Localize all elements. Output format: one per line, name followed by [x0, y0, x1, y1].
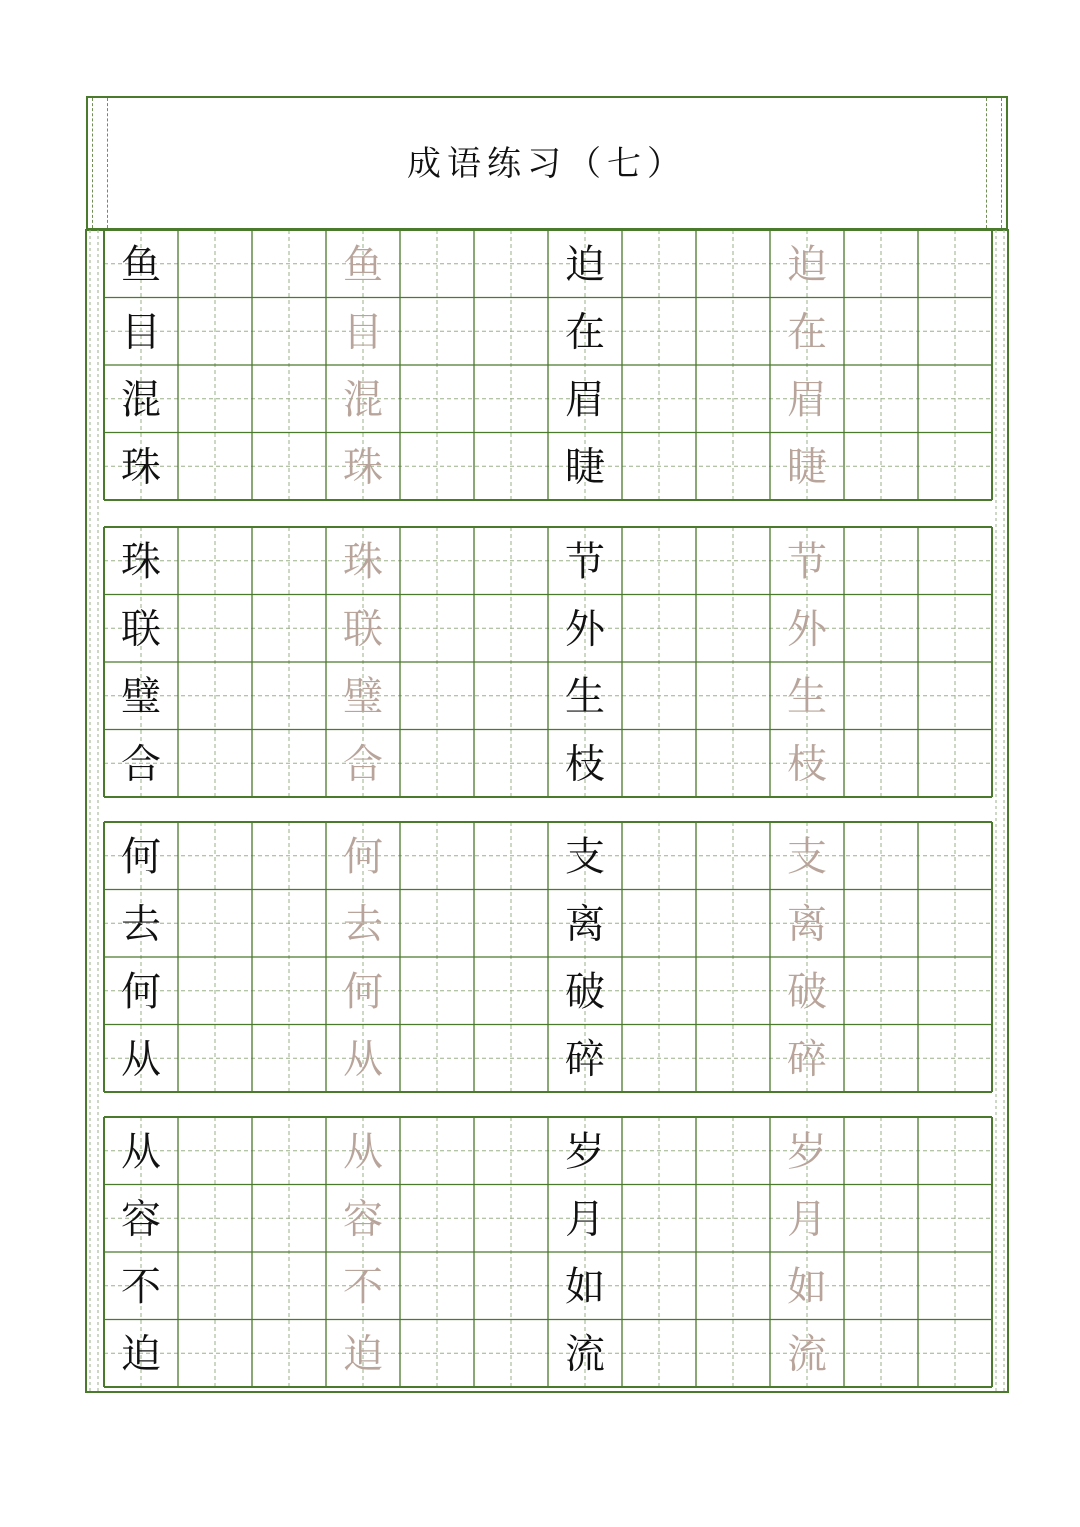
model-character: 流 — [565, 1331, 605, 1378]
trace-character: 破 — [787, 968, 827, 1015]
trace-character: 不 — [343, 1263, 383, 1310]
trace-character: 月 — [787, 1196, 827, 1243]
model-character: 岁 — [565, 1128, 605, 1175]
trace-character: 从 — [343, 1036, 383, 1083]
trace-character: 睫 — [787, 444, 827, 491]
idiom-block — [104, 230, 992, 500]
trace-character: 在 — [787, 309, 827, 356]
page-title: 成语练习（七） — [407, 144, 687, 184]
model-character: 在 — [565, 309, 605, 356]
model-character: 碎 — [565, 1036, 605, 1083]
trace-character: 如 — [787, 1263, 827, 1310]
trace-character: 支 — [787, 833, 827, 880]
trace-character: 容 — [343, 1196, 383, 1243]
idiom-block — [104, 822, 992, 1092]
model-character: 去 — [121, 901, 161, 948]
model-character: 珠 — [121, 538, 161, 585]
trace-character: 碎 — [787, 1036, 827, 1083]
model-character: 节 — [565, 538, 605, 585]
model-character: 生 — [565, 673, 605, 720]
model-character: 如 — [565, 1263, 605, 1310]
model-character: 何 — [121, 833, 161, 880]
model-character: 何 — [121, 968, 161, 1015]
model-character: 目 — [121, 309, 161, 356]
trace-character: 璧 — [343, 673, 383, 720]
trace-character: 鱼 — [343, 241, 383, 288]
model-character: 璧 — [121, 673, 161, 720]
model-character: 迫 — [121, 1331, 161, 1378]
model-character: 容 — [121, 1196, 161, 1243]
trace-character: 混 — [343, 376, 383, 423]
idiom-block — [104, 527, 992, 797]
trace-character: 枝 — [787, 741, 827, 788]
trace-character: 节 — [787, 538, 827, 585]
trace-character: 流 — [787, 1331, 827, 1378]
model-character: 破 — [565, 968, 605, 1015]
trace-character: 联 — [343, 606, 383, 653]
trace-character: 外 — [787, 606, 827, 653]
model-character: 鱼 — [121, 241, 161, 288]
trace-character: 迫 — [343, 1331, 383, 1378]
model-character: 睫 — [565, 444, 605, 491]
model-character: 联 — [121, 606, 161, 653]
model-character: 眉 — [565, 376, 605, 423]
trace-character: 眉 — [787, 376, 827, 423]
trace-character: 离 — [787, 901, 827, 948]
trace-character: 珠 — [343, 538, 383, 585]
outer-frame — [86, 230, 1008, 1392]
model-character: 月 — [565, 1196, 605, 1243]
trace-character: 从 — [343, 1128, 383, 1175]
model-character: 从 — [121, 1036, 161, 1083]
model-character: 迫 — [565, 241, 605, 288]
trace-character: 去 — [343, 901, 383, 948]
model-character: 从 — [121, 1128, 161, 1175]
model-character: 离 — [565, 901, 605, 948]
trace-character: 迫 — [787, 241, 827, 288]
model-character: 合 — [121, 741, 161, 788]
model-character: 外 — [565, 606, 605, 653]
trace-character: 目 — [343, 309, 383, 356]
trace-character: 珠 — [343, 444, 383, 491]
model-character: 混 — [121, 376, 161, 423]
trace-character: 生 — [787, 673, 827, 720]
model-character: 枝 — [565, 741, 605, 788]
model-character: 珠 — [121, 444, 161, 491]
trace-character: 岁 — [787, 1128, 827, 1175]
trace-character: 何 — [343, 833, 383, 880]
model-character: 不 — [121, 1263, 161, 1310]
idiom-block — [104, 1117, 992, 1387]
trace-character: 合 — [343, 741, 383, 788]
trace-character: 何 — [343, 968, 383, 1015]
model-character: 支 — [565, 833, 605, 880]
